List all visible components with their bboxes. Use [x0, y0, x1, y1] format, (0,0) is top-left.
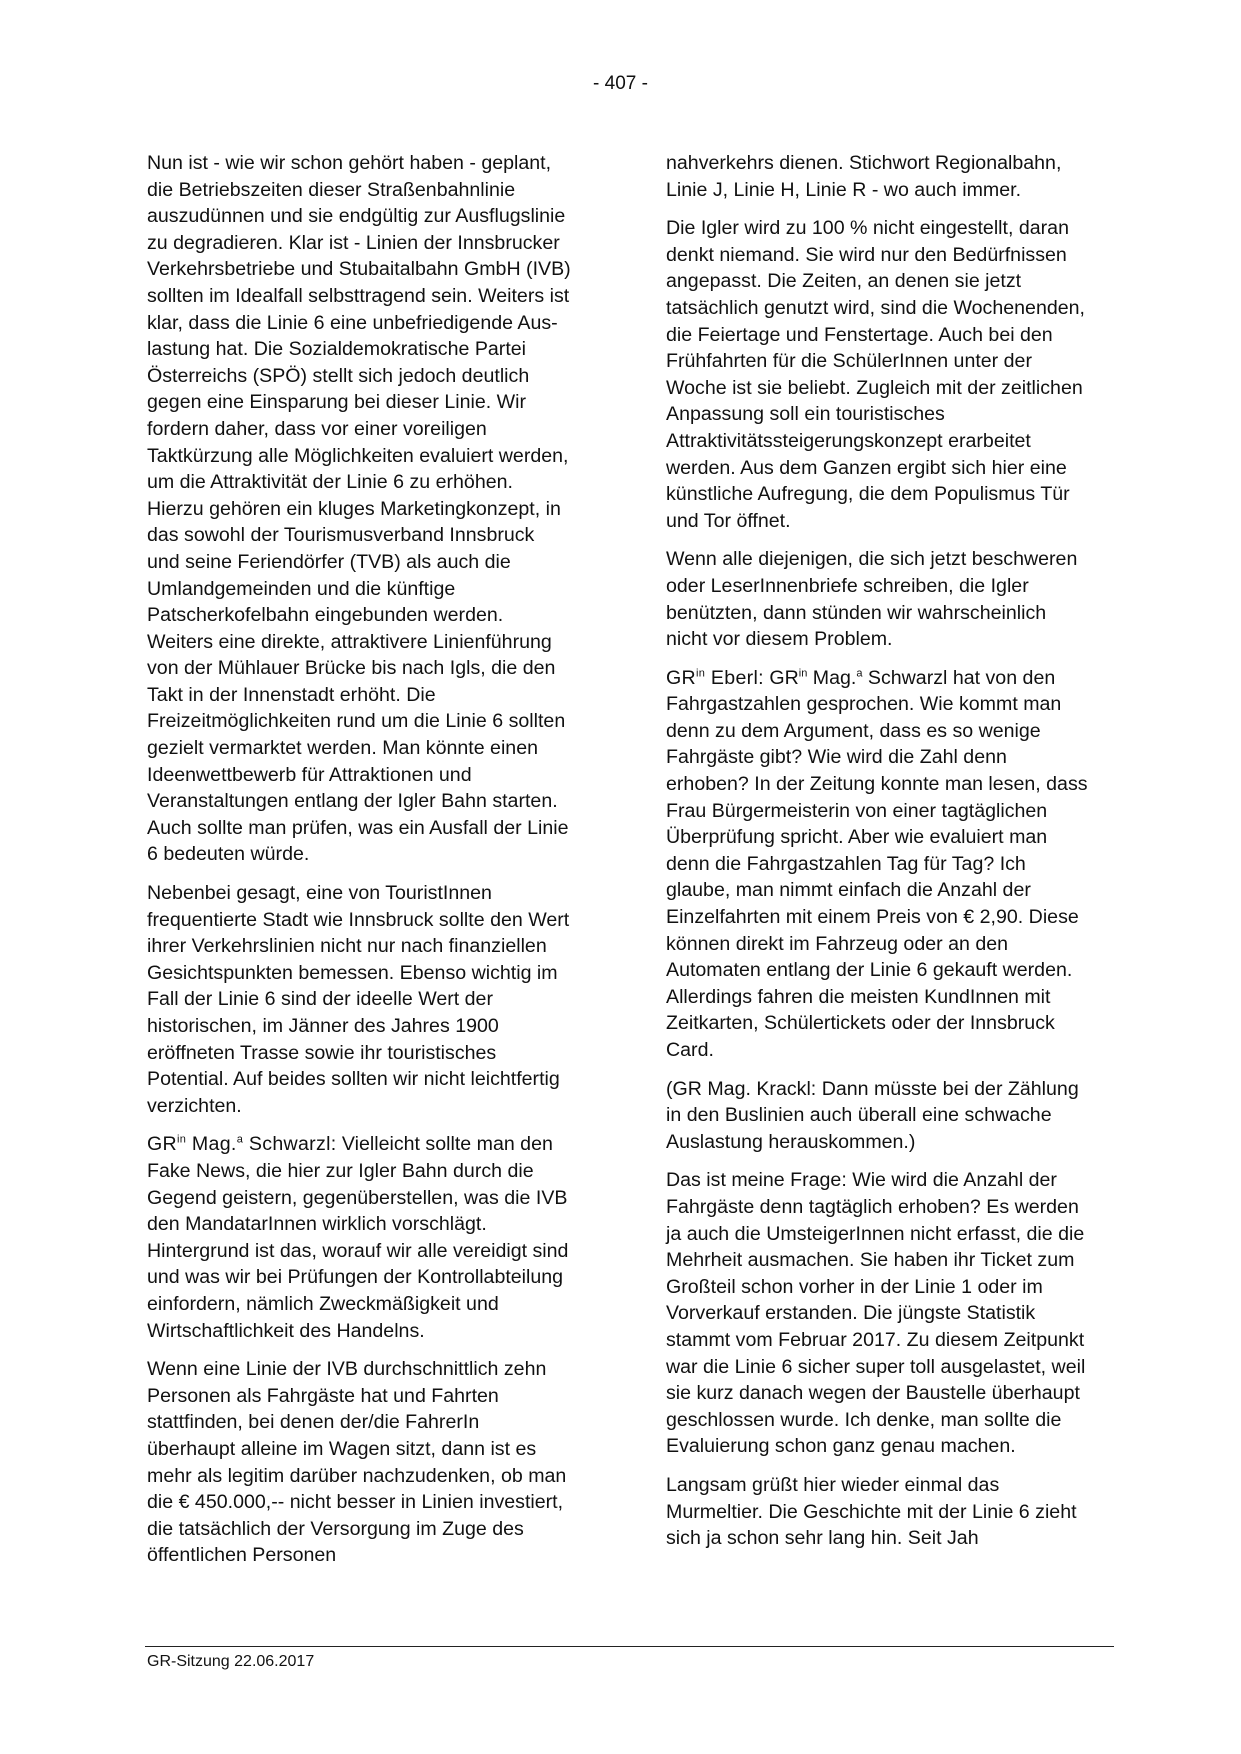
footer-text: GR-Sitzung 22.06.2017 — [147, 1653, 315, 1670]
right-column — [666, 150, 1090, 1564]
paragraph: Nun ist - wie wir schon gehört haben - geplant, die Betriebszeiten dieser Straßenbahnlinie auszudünnen und sie endgültig zur Ausflugslinie zu degradieren. Klar ist - Linien der Innsbrucker Verkehrsbetriebe und Stubaitalbahn GmbH (IVB) sollten im Idealfall selbsttragend sein. Weiters ist klar, dass die Linie 6 eine unbefriedigende Auslastung hat. Die Sozialdemokratische Partei Österreichs (SPÖ) stellt sich jedoch deutlich gegen eine Einsparung bei dieser Linie. Wir fordern daher, dass vor einer voreiligen Taktkürzung alle Möglichkeiten evaluiert werden, um die Attraktivität der Linie 6 zu erhöhen. Hierzu gehören ein kluges Marketingkonzept, in das sowohl der Tourismusverband Innsbruck und seine Feriendörfer (TVB) als auch die Umlandgemeinden und die künftige Patscherkofelbahn eingebunden werden. Weiters eine direkte, attraktivere Linienführung von der Mühlauer Brücke bis nach Igls, die den Takt in der Innenstadt erhöht. Die Freizeitmöglichkeiten rund um die Linie 6 sollten gezielt vermarktet werden. Man könnte einen Ideenwettbewerb für Attraktionen und Veranstaltungen entlang der Igler Bahn starten. Auch sollte man prüfen, was ein Ausfall der Linie 6 bedeuten würde. — [147, 152, 571, 866]
paragraph: Langsam grüßt hier wieder einmal das Murmeltier. Die Geschichte mit der Linie 6 zieht sich ja schon sehr lang hin. Seit Jah — [666, 1473, 1077, 1550]
page-number: - 407 - — [593, 73, 648, 94]
speaker-label: $GR^{in}$ Eberl: — [666, 666, 764, 689]
left-column — [147, 150, 571, 1581]
speech-text: Vielleicht sollte man den Fake News, die hier zur Igler Bahn durch die Gegend geistern, gegenüberstellen, was die IVB den MandatarInnen wirklich vorschlägt. Hintergrund ist das, worauf wir alle vereidigt sind und was wir bei Prüfungen der Kontrollabteilung einfordern, nämlich Zweckmäßigkeit und Wirtschaftlichkeit des Handelns. — [147, 1133, 569, 1342]
paragraph-speech — [666, 665, 1090, 1064]
paragraph: Die Igler wird zu 100 % nicht eingestellt, daran denkt niemand. Sie wird nur den Bedürfnissen angepasst. Die Zeiten, an denen sie jetzt tatsächlich genutzt wird, sind die Wochenenden, die Feiertage und Fenstertage. Auch bei den Frühfahrten für die SchülerInnen unter der Woche ist sie beliebt. Zugleich mit der zeitlichen Anpassung soll ein touristisches Attraktivitätssteigerungskonzept erarbeitet werden. Aus dem Ganzen ergibt sich hier eine künstliche Aufregung, die dem Populismus Tür und Tor öffnet. — [666, 217, 1085, 532]
paragraph: nahverkehrs dienen. Stichwort Regionalbahn, Linie J, Linie H, Linie R - wo auch immer. — [666, 152, 1062, 201]
paragraph: Wenn eine Linie der IVB durchschnittlich zehn Personen als Fahrgäste hat und Fahrten stattfinden, bei denen der/die FahrerIn überhaupt alleine im Wagen sitzt, dann ist es mehr als legitim darüber nachzudenken, ob man die € 450.000,-- nicht besser in Linien investiert, die tatsächlich der Versorgung im Zuge des öffentlichen Personen — [147, 1358, 567, 1567]
speaker-label: $GR^{in}$ Mag.$^a$ Schwarzl: — [147, 1133, 337, 1156]
footer-divider — [145, 1646, 1114, 1647]
paragraph: Das ist meine Frage: Wie wird die Anzahl der Fahrgäste denn tagtäglich erhoben? Es werden ja auch die UmsteigerInnen nicht erfasst, die die Mehrheit ausmachen. Sie haben ihr Ticket zum Großteil schon vorher in der Linie 1 oder im Vorverkauf erstanden. Die jüngste Statistik stammt vom Februar 2017. Zu diesem Zeitpunkt war die Linie 6 sicher super toll ausgelastet, weil sie kurz danach wegen der Baustelle überhaupt geschlossen wurde. Ich denke, man sollte die Evaluierung schon ganz genau machen. — [666, 1169, 1086, 1458]
paragraph-interjection: (GR Mag. Krackl: Dann müsste bei der Zählung in den Buslinien auch überall eine schwache Auslastung herauskommen.) — [666, 1077, 1079, 1153]
paragraph: Nebenbei gesagt, eine von TouristInnen frequentierte Stadt wie Innsbruck sollte den Wert ihrer Verkehrslinien nicht nur nach finanziellen Gesichtspunkten bemessen. Ebenso wichtig im Fall der Linie 6 sind der ideelle Wert der historischen, im Jänner des Jahres 1900 eröffneten Trasse sowie ihr touristisches Potential. Auf beides sollten wir nicht leichtfertig verzichten. — [147, 882, 570, 1117]
paragraph: Wenn alle diejenigen, die sich jetzt beschweren oder LeserInnenbriefe schreiben, die Igler benützten, dann stünden wir wahrscheinlich nicht vor diesem Problem. — [666, 548, 1078, 651]
speech-text: $GR^{in}$ Mag.$^a$ Schwarzl hat von den Fahrgastzahlen gesprochen. Wie kommt man denn zu dem Argument, dass es so wenige Fahrgäste gibt? Wie wird die Zahl denn erhoben? In der Zeitung konnte man lesen, dass Frau Bürgermeisterin von einer tagtäglichen Überprüfung spricht. Aber wie evaluiert man denn die Fahrgastzahlen Tag für Tag? Ich glaube, man nimmt einfach die Anzahl der Einzelfahrten mit einem Preis von € 2,90. Diese können direkt im Fahrzeug oder an den Automaten entlang der Linie 6 gekauft werden. Allerdings fahren die meisten KundInnen mit Zeitkarten, Schülertickets oder der Innsbruck Card. — [666, 666, 1088, 1061]
paragraph-speech — [147, 1131, 571, 1344]
